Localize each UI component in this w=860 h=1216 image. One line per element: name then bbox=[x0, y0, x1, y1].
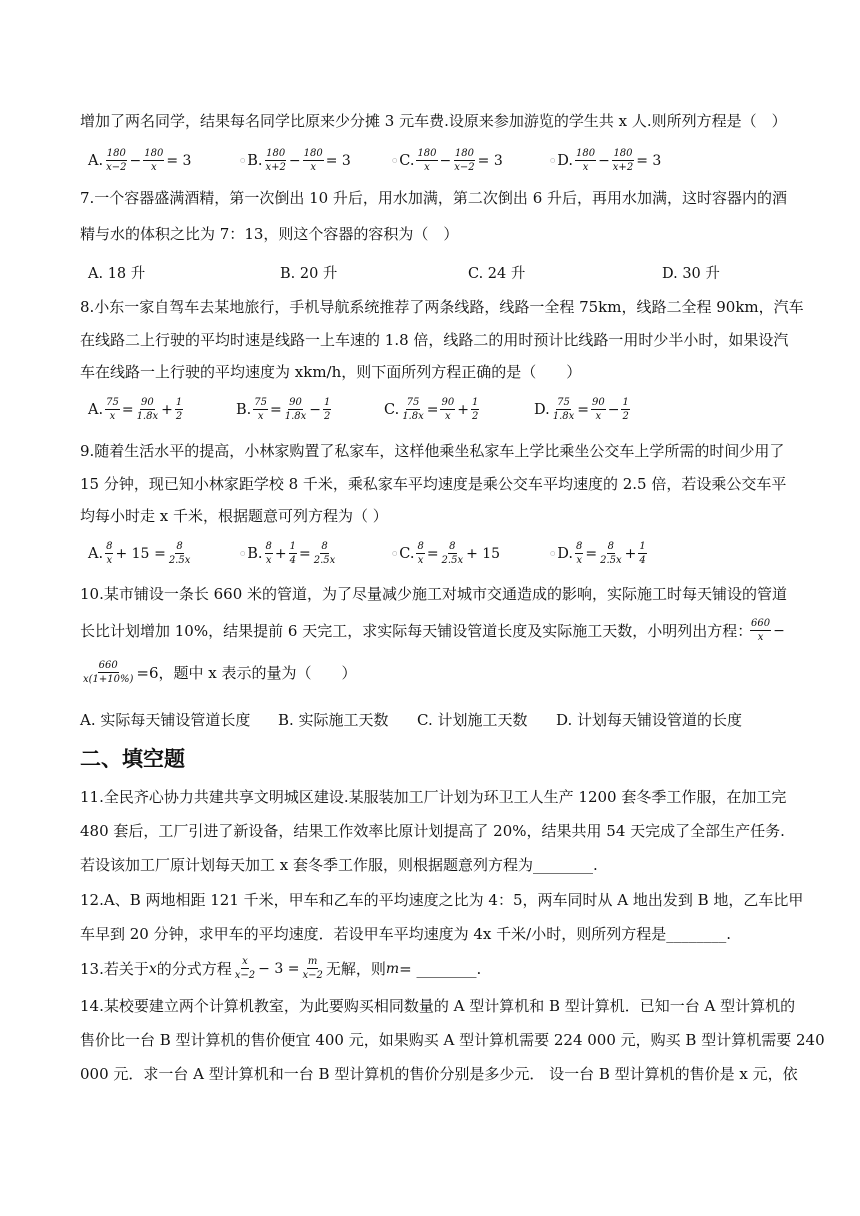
q10-options bbox=[80, 709, 780, 729]
q10-equation-part2: $\frac{660}{x(1+10\%)}$ bbox=[83, 660, 134, 685]
q9-option-a: A. $\frac{8}{x}$ + 15 = $\frac{8}{2.5x}$ bbox=[88, 541, 191, 566]
q14-text-2: 售价比一台 B 型计算机的售价便宜 400 元，如果购买 A 型计算机需要 224 000 元，购买 B 型计算机需要 240 bbox=[80, 1031, 825, 1049]
q8-option-d: D. $\frac{75}{1.8x}$ = $\frac{90}{x}$ − $\frac{1}{2}$ bbox=[534, 397, 629, 422]
q8-option-b: B. $\frac{75}{x}$ = $\frac{90}{1.8x}$ − $\frac{1}{2}$ bbox=[236, 397, 331, 422]
q6-option-c: ○ C. $\frac{180}{x}$ − $\frac{180}{x-2}$ = 3 bbox=[392, 148, 503, 173]
q10-option-c: C. 计划施工天数 bbox=[417, 711, 528, 729]
q6-option-d: ○ D. $\frac{180}{x}$ − $\frac{180}{x+2}$ = 3 bbox=[550, 148, 662, 173]
q9-text-2: 15 分钟，现已知小林家距学校 8 千米，乘私家车平均速度是乘公交车平均速度的 2.5 倍，若设乘公交车平 bbox=[80, 475, 787, 493]
q7-text-1: 7.一个容器盛满酒精，第一次倒出 10 升后，用水加满，第二次倒出 6 升后，再用水加满，这时容器内的酒 bbox=[80, 189, 788, 207]
q9-option-c: ○ C. $\frac{8}{x}$ = $\frac{8}{2.5x}$ + 15 bbox=[392, 541, 501, 566]
q10-text-2: 长比计划增加 10%，结果提前 6 天完工，求实际每天铺设管道长度及实际施工天数，小明列出方程： bbox=[80, 622, 753, 640]
q10-text-3: $\frac{660}{x(1+10\%)}$ =6，题中 x 表示的量为（ ） bbox=[83, 660, 357, 685]
q8-option-a: A. $\frac{75}{x}$ = $\frac{90}{1.8x}$ + $\frac{1}{2}$ bbox=[88, 397, 183, 422]
q10-option-d: D. 计划每天铺设管道的长度 bbox=[556, 711, 743, 729]
section-heading-fill-in: 二、填空题 bbox=[80, 747, 185, 771]
q6-text: 增加了两名同学，结果每名同学比原来少分摊 3 元车费.设原来参加游览的学生共 x 人.则所列方程是（ ） bbox=[80, 112, 787, 130]
q6-option-b: ○ B. $\frac{180}{x+2}$ − $\frac{180}{x}$ = 3 bbox=[240, 148, 351, 173]
q9-options bbox=[88, 541, 808, 567]
q14-text-1: 14.某校要建立两个计算机教室，为此要购买相同数量的 A 型计算机和 B 型计算机．已知一台 A 型计算机的 bbox=[80, 997, 796, 1015]
q12-text-2: 车早到 20 分钟，求甲车的平均速度．若设甲车平均速度为 4x 千米/小时，则所列方程是________. bbox=[80, 925, 731, 943]
q11-text-2: 480 套后，工厂引进了新设备，结果工作效率比原计划提高了 20%，结果共用 54 天完成了全部生产任务. bbox=[80, 822, 785, 840]
q7-text-2: 精与水的体积之比为 7：13，则这个容器的容积为（ ） bbox=[80, 225, 459, 243]
q8-text-3: 车在线路一上行驶的平均速度为 xkm/h，则下面所列方程正确的是（ ） bbox=[80, 363, 582, 381]
q7-option-d: D. 30 升 bbox=[662, 266, 720, 282]
q7-options bbox=[88, 262, 808, 282]
q10-option-a: A. 实际每天铺设管道长度 bbox=[80, 711, 251, 729]
q9-option-d: ○ D. $\frac{8}{x}$ = $\frac{8}{2.5x}$ + $\frac{1}{4}$ bbox=[550, 541, 646, 566]
q7-option-c: C. 24 升 bbox=[468, 266, 526, 282]
q14-text-3: 000 元．求一台 A 型计算机和一台 B 型计算机的售价分别是多少元． 设一台 B 型计算机的售价是 x 元，依 bbox=[80, 1065, 798, 1083]
q6-options bbox=[88, 148, 808, 174]
q10-option-b: B. 实际施工天数 bbox=[278, 711, 389, 729]
q8-text-1: 8.小东一家自驾车去某地旅行，手机导航系统推荐了两条线路，线路一全程 75km，线路二全程 90km，汽车 bbox=[80, 298, 804, 316]
q8-option-c: C. $\frac{75}{1.8x}$ = $\frac{90}{x}$ + $\frac{1}{2}$ bbox=[384, 397, 479, 422]
q13-text: 13.若关于 x 的分式方程 $\frac{x}{x-2}$ − 3 = $\frac{m}{x-2}$ 无解，则 m = ________. bbox=[80, 956, 482, 981]
q7-option-b: B. 20 升 bbox=[280, 266, 338, 282]
q11-text-3: 若设该加工厂原计划每天加工 x 套冬季工作服，则根据题意列方程为________. bbox=[80, 856, 598, 874]
q6-option-a: A. $\frac{180}{x-2}$ − $\frac{180}{x}$ = 3 bbox=[88, 148, 192, 173]
q8-text-2: 在线路二上行驶的平均时速是线路一上车速的 1.8 倍，线路二的用时预计比线路一用时少半小时，如果设汽 bbox=[80, 331, 789, 349]
q10-equation-part1: $\frac{660}{x}$ − bbox=[751, 618, 785, 643]
q10-text-1: 10.某市铺设一条长 660 米的管道，为了尽量减少施工对城市交通造成的影响，实际施工时每天铺设的管道 bbox=[80, 585, 788, 603]
q11-text-1: 11.全民齐心协力共建共享文明城区建设.某服装加工厂计划为环卫工人生产 1200 套冬季工作服，在加工完 bbox=[80, 788, 787, 806]
q7-option-a: A. 18 升 bbox=[88, 266, 146, 282]
q12-text-1: 12.A、B 两地相距 121 千米，甲车和乙车的平均速度之比为 4：5，两车同时从 A 地出发到 B 地，乙车比甲 bbox=[80, 891, 804, 909]
q8-options bbox=[88, 397, 808, 423]
q9-text-1: 9.随着生活水平的提高，小林家购置了私家车，这样他乘坐私家车上学比乘坐公交车上学所需的时间少用了 bbox=[80, 442, 785, 460]
q9-option-b: ○ B. $\frac{8}{x}$ + $\frac{1}{4}$ = $\frac{8}{2.5x}$ bbox=[240, 541, 336, 566]
q9-text-3: 均每小时走 x 千米，根据题意可列方程为（ ） bbox=[80, 507, 388, 525]
